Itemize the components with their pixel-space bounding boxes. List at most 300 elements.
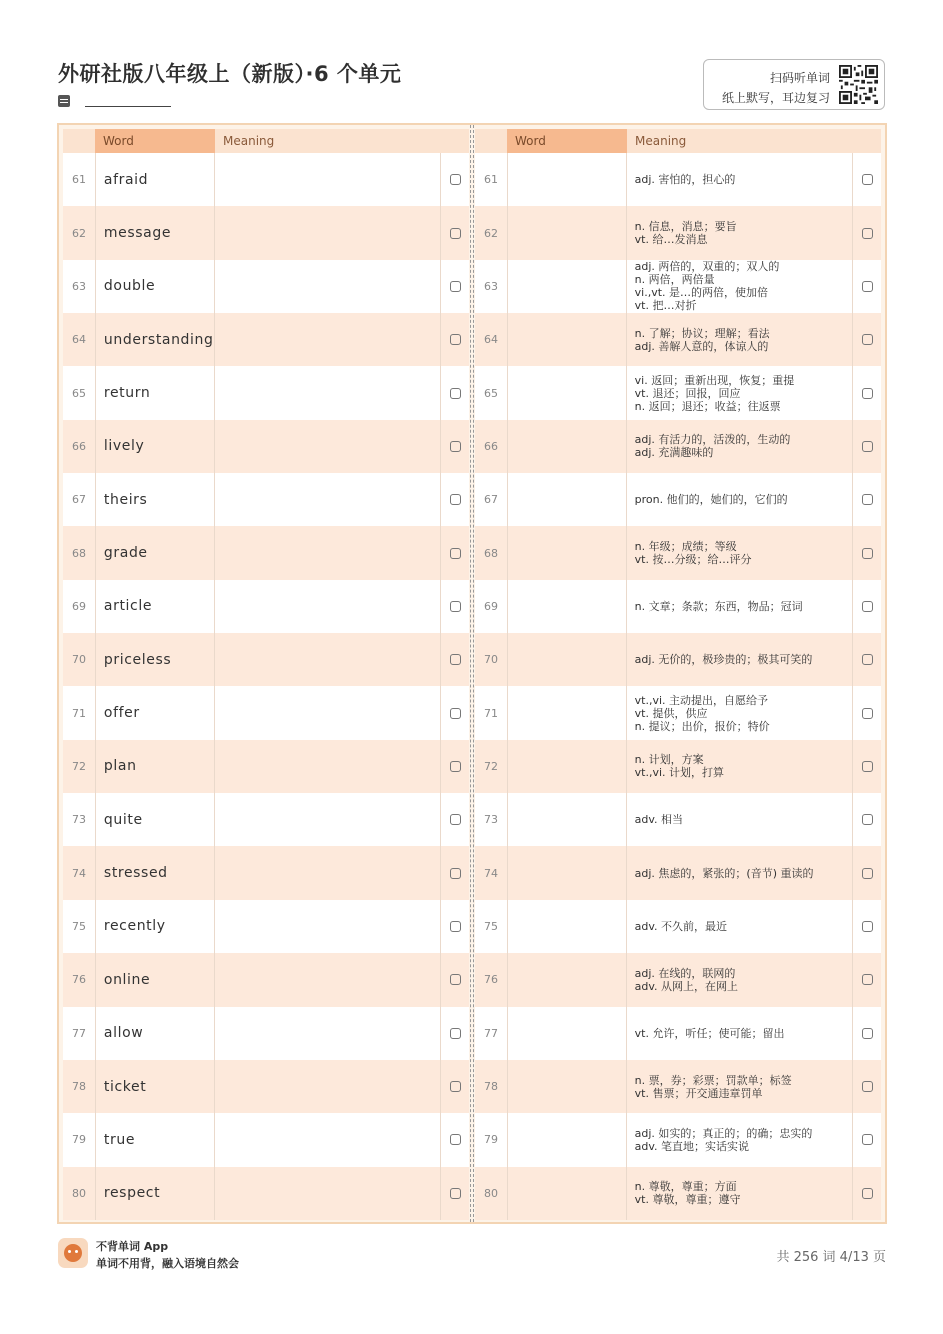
word-answer-cell[interactable] — [507, 153, 627, 206]
meaning-line: vt.,vi. 计划，打算 — [634, 766, 725, 780]
check-cell — [440, 153, 469, 206]
row-number: 63 — [483, 279, 498, 293]
row-number: 75 — [71, 919, 86, 933]
checkbox[interactable] — [862, 228, 873, 239]
check-cell — [440, 366, 469, 419]
meaning-cell — [627, 313, 852, 366]
meaning-cell — [627, 900, 852, 953]
meaning-line: vi. 返回；重新出现，恢复；重提 — [634, 373, 795, 387]
row-number: 70 — [483, 653, 498, 667]
meaning-answer-cell[interactable] — [215, 793, 440, 846]
check-cell — [852, 313, 881, 366]
row-number: 66 — [483, 439, 498, 453]
checkbox[interactable] — [862, 814, 873, 825]
meaning-cell — [627, 366, 852, 419]
checkbox[interactable] — [862, 1134, 873, 1145]
table-row — [63, 1007, 469, 1060]
word-cell: offer — [95, 686, 215, 739]
row-number: 78 — [483, 1080, 498, 1094]
word-answer-cell[interactable] — [507, 740, 627, 793]
row-number: 74 — [483, 866, 498, 880]
table-row — [475, 313, 881, 366]
checkbox[interactable] — [450, 548, 461, 559]
meaning-answer-cell[interactable] — [215, 473, 440, 526]
meaning-line: vt. 把…对折 — [634, 299, 697, 313]
word-cell: priceless — [95, 633, 215, 686]
table-row — [63, 953, 469, 1006]
check-cell — [440, 526, 469, 579]
meaning-cell — [627, 420, 852, 473]
table-row — [63, 366, 469, 419]
check-cell — [440, 260, 469, 313]
meaning-line: adj. 如实的；真正的；的确；忠实的 — [634, 1126, 813, 1140]
table-row — [63, 260, 469, 313]
table-row — [475, 1007, 881, 1060]
row-number: 74 — [71, 866, 86, 880]
row-number: 69 — [71, 599, 86, 613]
meaning-line: vt. 尊敬，尊重；遵守 — [634, 1193, 741, 1207]
meaning-answer-cell[interactable] — [215, 1007, 440, 1060]
meaning-line: adj. 充满趣味的 — [634, 446, 714, 460]
table-row — [63, 900, 469, 953]
checkbox[interactable] — [450, 1028, 461, 1039]
row-number: 80 — [483, 1186, 498, 1200]
meaning-cell — [627, 260, 852, 313]
meaning-answer-cell[interactable] — [215, 1167, 440, 1220]
header-meaning: Meaning — [215, 129, 441, 153]
row-number: 64 — [71, 333, 86, 347]
table-row — [63, 420, 469, 473]
meaning-line: vt. 允许，听任；使可能；留出 — [634, 1026, 785, 1040]
meaning-answer-cell[interactable] — [215, 1113, 440, 1166]
word-answer-cell[interactable] — [507, 420, 627, 473]
word-answer-cell[interactable] — [507, 953, 627, 1006]
check-cell — [852, 953, 881, 1006]
meaning-cell — [627, 526, 852, 579]
checkbox[interactable] — [450, 654, 461, 665]
check-cell — [440, 1167, 469, 1220]
meaning-cell — [627, 633, 852, 686]
table-row — [475, 686, 881, 739]
table-row — [475, 366, 881, 419]
checkbox[interactable] — [862, 708, 873, 719]
word-answer-cell[interactable] — [507, 1167, 627, 1220]
checkbox[interactable] — [862, 974, 873, 985]
name-row — [58, 94, 171, 107]
check-cell — [852, 633, 881, 686]
meaning-cell — [627, 473, 852, 526]
checkbox[interactable] — [450, 1188, 461, 1199]
header-number-cell — [63, 129, 95, 153]
meaning-line: adv. 笔直地；实话实说 — [634, 1139, 750, 1153]
row-number: 68 — [71, 546, 86, 560]
checkbox[interactable] — [862, 334, 873, 345]
check-cell — [852, 846, 881, 899]
checkbox[interactable] — [862, 548, 873, 559]
check-cell — [852, 740, 881, 793]
header-word: Word — [95, 129, 215, 153]
meaning-line: adj. 在线的，联网的 — [634, 966, 736, 980]
row-number: 68 — [483, 546, 498, 560]
row-number: 69 — [483, 599, 498, 613]
table-row — [63, 153, 469, 206]
check-cell — [440, 900, 469, 953]
meaning-answer-cell[interactable] — [215, 633, 440, 686]
table-row — [63, 206, 469, 259]
word-answer-cell[interactable] — [507, 526, 627, 579]
meaning-answer-cell[interactable] — [215, 953, 440, 1006]
check-cell — [440, 1007, 469, 1060]
word-cell: ticket — [95, 1060, 215, 1113]
table-row — [475, 206, 881, 259]
meaning-cell — [627, 846, 852, 899]
word-cell: allow — [95, 1007, 215, 1060]
word-answer-cell[interactable] — [507, 1113, 627, 1166]
check-cell — [852, 526, 881, 579]
header-check-cell — [441, 129, 469, 153]
checkbox[interactable] — [450, 761, 461, 772]
row-number: 62 — [71, 226, 86, 240]
row-number: 70 — [71, 653, 86, 667]
row-number: 71 — [71, 706, 86, 720]
check-cell — [440, 1060, 469, 1113]
table-row — [475, 580, 881, 633]
row-number: 80 — [71, 1186, 86, 1200]
checkbox[interactable] — [450, 174, 461, 185]
check-cell — [852, 1007, 881, 1060]
check-cell — [852, 473, 881, 526]
qr-caption-listen: 扫码听单词 — [769, 71, 830, 85]
qr-caption-review: 纸上默写，耳边复习 — [721, 91, 830, 105]
table-row — [63, 1060, 469, 1113]
meaning-line: n. 提议；出价，报价；特价 — [634, 719, 770, 733]
checkbox[interactable] — [450, 441, 461, 452]
meaning-cell — [627, 580, 852, 633]
row-number: 64 — [483, 333, 498, 347]
checkbox[interactable] — [862, 654, 873, 665]
word-cell: understanding — [95, 313, 215, 366]
meaning-line: vt.,vi. 主动提出，自愿给予 — [634, 693, 769, 707]
check-cell — [852, 260, 881, 313]
checkbox[interactable] — [862, 921, 873, 932]
check-cell — [852, 793, 881, 846]
check-cell — [852, 1167, 881, 1220]
table-row — [63, 793, 469, 846]
meaning-cell — [627, 1113, 852, 1166]
fold-line — [470, 125, 471, 1222]
meaning-line: adj. 两倍的，双重的；双人的 — [634, 260, 780, 274]
meaning-line: adj. 有活力的，活泼的，生动的 — [634, 433, 791, 447]
check-cell — [852, 206, 881, 259]
meaning-answer-cell[interactable] — [215, 366, 440, 419]
table-row — [475, 473, 881, 526]
meaning-cell — [627, 1060, 852, 1113]
header-meaning: Meaning — [627, 129, 853, 153]
row-number: 71 — [483, 706, 498, 720]
meaning-line: n. 计划，方案 — [634, 753, 704, 767]
meaning-line: n. 信息，消息；要旨 — [634, 220, 737, 234]
meaning-answer-cell[interactable] — [215, 686, 440, 739]
check-cell — [852, 1113, 881, 1166]
checkbox[interactable] — [450, 494, 461, 505]
meaning-line: vt. 按…分级；给…评分 — [634, 553, 752, 567]
header-check-cell — [853, 129, 881, 153]
meaning-line: adj. 无价的，极珍贵的；极其可笑的 — [634, 653, 813, 667]
word-cell: message — [95, 206, 215, 259]
table-row — [63, 633, 469, 686]
table-row — [475, 1060, 881, 1113]
app-name: 不背单词 App — [96, 1240, 169, 1253]
meaning-line: vt. 退还；回报，回应 — [634, 386, 741, 400]
name-icon — [58, 95, 70, 107]
word-answer-cell[interactable] — [507, 473, 627, 526]
check-cell — [440, 420, 469, 473]
check-cell — [440, 473, 469, 526]
word-answer-cell[interactable] — [507, 846, 627, 899]
row-number: 77 — [71, 1026, 86, 1040]
table-row — [63, 740, 469, 793]
checkbox[interactable] — [862, 868, 873, 879]
table-row — [475, 526, 881, 579]
check-cell — [440, 846, 469, 899]
checkbox[interactable] — [450, 388, 461, 399]
checkbox[interactable] — [450, 334, 461, 345]
check-cell — [440, 313, 469, 366]
page-info: 共 256 词 4/13 页 — [776, 1250, 886, 1265]
checkbox[interactable] — [450, 601, 461, 612]
word-panel — [63, 129, 469, 1220]
header-word: Word — [507, 129, 627, 153]
word-cell: lively — [95, 420, 215, 473]
check-cell — [852, 420, 881, 473]
table-row — [475, 420, 881, 473]
check-cell — [852, 1060, 881, 1113]
table-row — [475, 1113, 881, 1166]
table-row — [475, 153, 881, 206]
meaning-answer-cell[interactable] — [215, 260, 440, 313]
table-row — [63, 526, 469, 579]
word-cell: return — [95, 366, 215, 419]
meaning-line: n. 年级；成绩；等级 — [634, 540, 737, 554]
meaning-line: adj. 善解人意的，体谅人的 — [634, 339, 769, 353]
row-number: 72 — [483, 759, 498, 773]
checkbox[interactable] — [862, 1188, 873, 1199]
row-number: 61 — [71, 173, 86, 187]
table-row — [63, 1113, 469, 1166]
meaning-answer-cell[interactable] — [215, 153, 440, 206]
check-cell — [852, 686, 881, 739]
word-answer-cell[interactable] — [507, 793, 627, 846]
meaning-line: adj. 害怕的，担心的 — [634, 173, 736, 187]
table-row — [475, 633, 881, 686]
table-row — [475, 953, 881, 1006]
row-number: 76 — [71, 973, 86, 987]
word-answer-cell[interactable] — [507, 206, 627, 259]
table-row — [475, 793, 881, 846]
meaning-line: adv. 从网上，在网上 — [634, 979, 739, 993]
meaning-line: vt. 售票；开交通违章罚单 — [634, 1086, 763, 1100]
checkbox[interactable] — [450, 974, 461, 985]
check-cell — [440, 633, 469, 686]
meaning-line: vt. 给…发消息 — [634, 233, 708, 247]
check-cell — [440, 1113, 469, 1166]
check-cell — [440, 206, 469, 259]
check-cell — [852, 580, 881, 633]
fold-line — [473, 125, 474, 1222]
row-number: 66 — [71, 439, 86, 453]
meaning-line: n. 文章；条款；东西，物品；冠词 — [634, 599, 803, 613]
checkbox[interactable] — [862, 601, 873, 612]
checkbox[interactable] — [450, 1081, 461, 1092]
name-blank-line — [85, 94, 171, 107]
check-cell — [440, 740, 469, 793]
checkbox[interactable] — [862, 1081, 873, 1092]
checkbox[interactable] — [450, 1134, 461, 1145]
qr-box — [703, 59, 885, 110]
table-row — [63, 580, 469, 633]
row-number: 61 — [483, 173, 498, 187]
qr-code-icon[interactable] — [839, 65, 878, 104]
word-answer-cell[interactable] — [507, 686, 627, 739]
checkbox[interactable] — [450, 708, 461, 719]
meaning-answer-cell[interactable] — [215, 846, 440, 899]
meaning-line: n. 票，券；彩票；罚款单；标签 — [634, 1073, 792, 1087]
word-cell: afraid — [95, 153, 215, 206]
table-row — [63, 686, 469, 739]
meaning-answer-cell[interactable] — [215, 526, 440, 579]
meaning-cell — [627, 793, 852, 846]
check-cell — [852, 153, 881, 206]
checkbox[interactable] — [862, 388, 873, 399]
word-cell: online — [95, 953, 215, 1006]
meaning-line: vt. 提供，供应 — [634, 706, 708, 720]
table-row — [63, 473, 469, 526]
word-cell: theirs — [95, 473, 215, 526]
app-slogan: 单词不用背，融入语境自然会 — [96, 1257, 239, 1270]
row-number: 72 — [71, 759, 86, 773]
row-number: 63 — [71, 279, 86, 293]
check-cell — [852, 366, 881, 419]
word-cell: stressed — [95, 846, 215, 899]
checkbox[interactable] — [862, 494, 873, 505]
check-cell — [852, 900, 881, 953]
row-number: 78 — [71, 1080, 86, 1094]
meaning-answer-cell[interactable] — [215, 420, 440, 473]
checkbox[interactable] — [862, 174, 873, 185]
word-cell: recently — [95, 900, 215, 953]
app-logo-icon — [58, 1238, 88, 1268]
word-answer-cell[interactable] — [507, 313, 627, 366]
meaning-answer-cell[interactable] — [215, 206, 440, 259]
row-number: 76 — [483, 973, 498, 987]
word-answer-cell[interactable] — [507, 633, 627, 686]
word-cell: article — [95, 580, 215, 633]
meaning-cell — [627, 153, 852, 206]
row-number: 75 — [483, 919, 498, 933]
word-answer-cell[interactable] — [507, 366, 627, 419]
meaning-answer-cell[interactable] — [215, 740, 440, 793]
row-number: 79 — [71, 1133, 86, 1147]
table-row — [475, 260, 881, 313]
check-cell — [440, 686, 469, 739]
checkbox[interactable] — [450, 228, 461, 239]
word-cell: quite — [95, 793, 215, 846]
meaning-panel — [475, 129, 881, 1220]
table-row — [475, 740, 881, 793]
meaning-cell — [627, 206, 852, 259]
row-number: 73 — [483, 813, 498, 827]
word-cell: double — [95, 260, 215, 313]
word-answer-cell[interactable] — [507, 1060, 627, 1113]
meaning-cell — [627, 953, 852, 1006]
checkbox[interactable] — [862, 761, 873, 772]
meaning-cell — [627, 1167, 852, 1220]
meaning-rows — [475, 153, 881, 1220]
word-rows — [63, 153, 469, 1220]
word-cell: grade — [95, 526, 215, 579]
table-row — [475, 846, 881, 899]
word-cell: plan — [95, 740, 215, 793]
table-row — [63, 846, 469, 899]
table-row — [475, 900, 881, 953]
meaning-line: n. 两倍，两倍量 — [634, 273, 715, 287]
page-title: 外研社版八年级上（新版）·6 个单元 — [58, 62, 402, 86]
meaning-cell — [627, 686, 852, 739]
check-cell — [440, 953, 469, 1006]
checkbox[interactable] — [862, 281, 873, 292]
checkbox[interactable] — [450, 281, 461, 292]
checkbox[interactable] — [862, 441, 873, 452]
header-number-cell — [475, 129, 507, 153]
row-number: 73 — [71, 813, 86, 827]
row-number: 67 — [483, 493, 498, 507]
meaning-answer-cell[interactable] — [215, 1060, 440, 1113]
word-cell: true — [95, 1113, 215, 1166]
checkbox[interactable] — [450, 921, 461, 932]
meaning-line: adv. 相当 — [634, 813, 684, 827]
word-cell: respect — [95, 1167, 215, 1220]
meaning-line: n. 返回；退还；收益；往返票 — [634, 399, 781, 413]
meaning-line: vi.,vt. 是…的两倍，使加倍 — [634, 286, 769, 300]
meaning-cell — [627, 1007, 852, 1060]
check-cell — [440, 580, 469, 633]
row-number: 79 — [483, 1133, 498, 1147]
word-answer-cell[interactable] — [507, 1007, 627, 1060]
word-sheet — [57, 123, 887, 1224]
word-answer-cell[interactable] — [507, 900, 627, 953]
checkbox[interactable] — [450, 868, 461, 879]
meaning-line: n. 尊敬，尊重；方面 — [634, 1180, 737, 1194]
checkbox[interactable] — [450, 814, 461, 825]
table-row — [475, 1167, 881, 1220]
meaning-answer-cell[interactable] — [215, 900, 440, 953]
meaning-line: adv. 不久前，最近 — [634, 919, 728, 933]
meaning-answer-cell[interactable] — [215, 580, 440, 633]
checkbox[interactable] — [862, 1028, 873, 1039]
meaning-cell — [627, 740, 852, 793]
meaning-line: pron. 他们的，她们的，它们的 — [634, 493, 788, 507]
meaning-answer-cell[interactable] — [215, 313, 440, 366]
check-cell — [440, 793, 469, 846]
word-answer-cell[interactable] — [507, 580, 627, 633]
row-number: 65 — [71, 386, 86, 400]
row-number: 77 — [483, 1026, 498, 1040]
row-number: 62 — [483, 226, 498, 240]
word-answer-cell[interactable] — [507, 260, 627, 313]
row-number: 65 — [483, 386, 498, 400]
meaning-line: n. 了解；协议；理解；看法 — [634, 326, 770, 340]
table-row — [63, 1167, 469, 1220]
